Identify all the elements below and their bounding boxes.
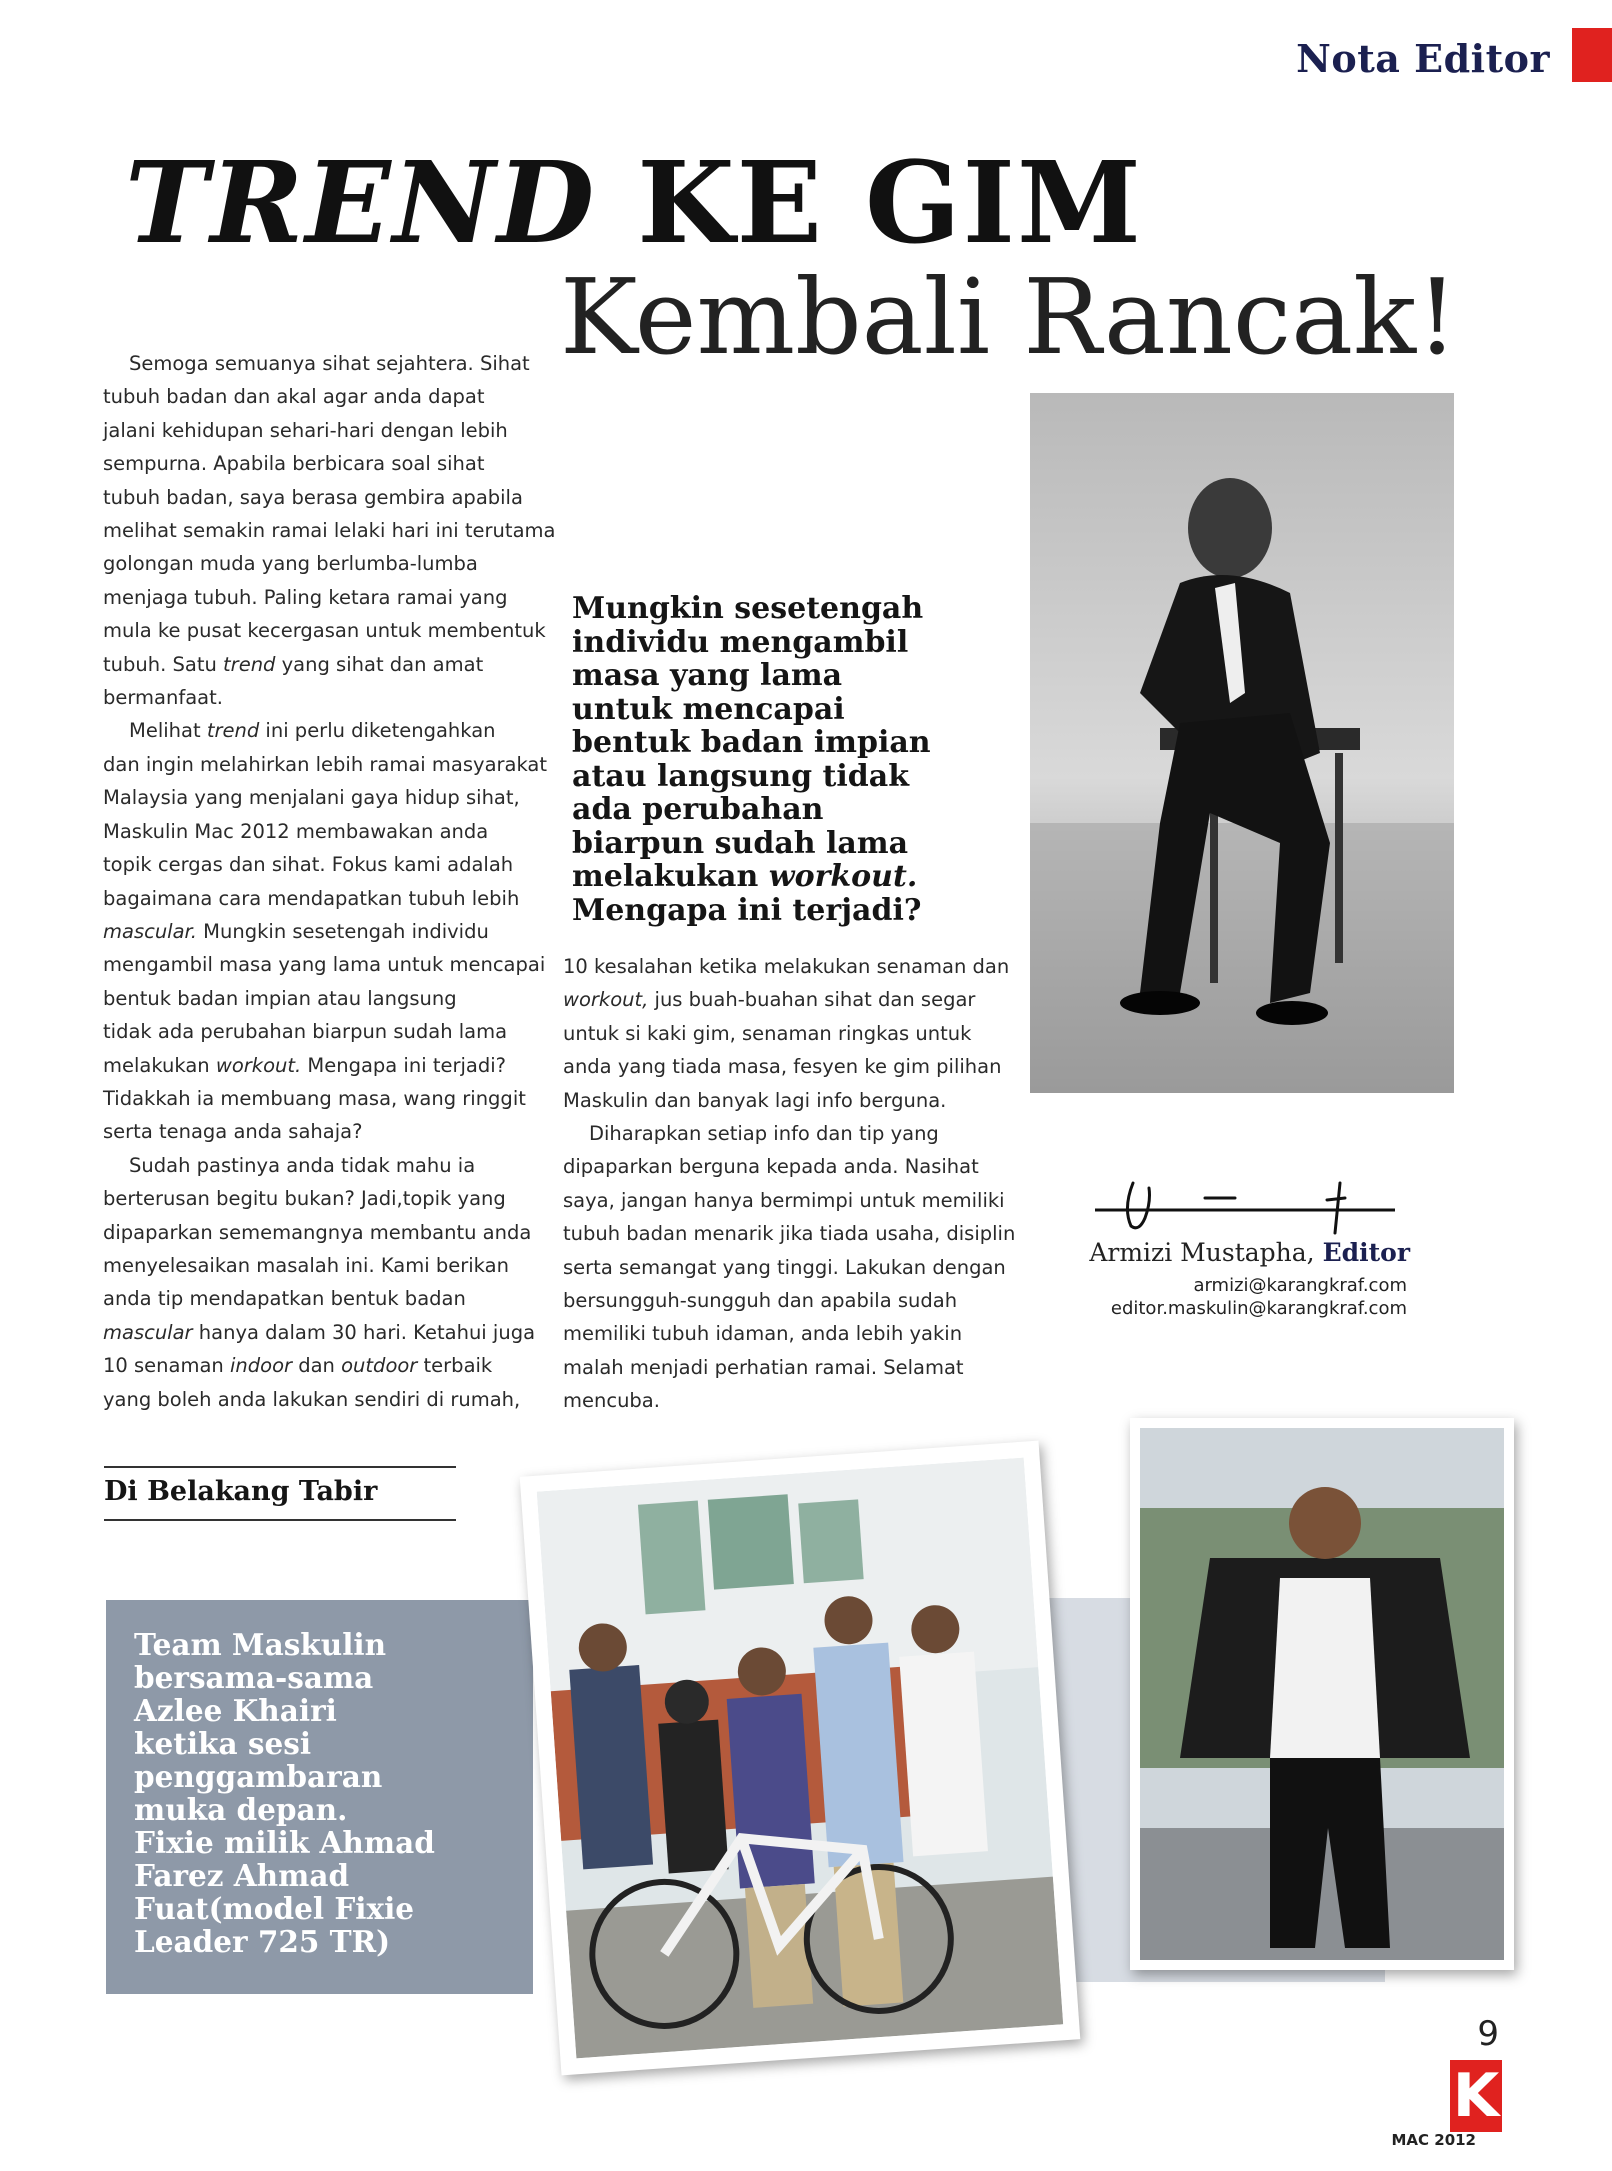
text-segment: 10 senaman: [103, 1354, 230, 1378]
text-line: anda tip mendapatkan bentuk badan: [103, 1287, 466, 1311]
emphasis-word: indoor: [229, 1354, 293, 1378]
article-column-2: [563, 950, 1016, 1418]
text-line: [103, 1316, 543, 1349]
team-photo: [520, 1441, 1081, 2076]
text-line: dipaparkan sememangnya membantu anda: [103, 1220, 532, 1244]
text-line: [103, 714, 543, 747]
text-line: [103, 915, 543, 948]
pull-quote-line: [572, 860, 1012, 894]
text-line: bermanfaat.: [103, 686, 223, 710]
text-line: malah menjadi perhatian ramai. Selamat: [563, 1355, 964, 1379]
text-line: anda yang tiada masa, fesyen ke gim pilihan: [563, 1055, 1002, 1079]
editor-name: Armizi Mustapha,: [1089, 1238, 1315, 1267]
emphasis-word: workout,: [563, 988, 649, 1012]
editor-role: Editor: [1322, 1238, 1410, 1267]
caption-line: ketika sesi: [134, 1726, 312, 1761]
divider-bottom: [104, 1519, 456, 1521]
text-segment: Mungkin sesetengah individu: [196, 919, 489, 943]
text-line: menyelesaikan masalah ini. Kami berikan: [103, 1253, 509, 1277]
text-line: saya, jangan hanya bermimpi untuk memiliki: [563, 1188, 1005, 1212]
emphasis-word: workout.: [768, 859, 918, 894]
text-segment: melakukan: [572, 859, 769, 894]
editor-photo: [1030, 393, 1454, 1093]
emphasis-word: trend: [223, 652, 276, 676]
text-line: 10 kesalahan ketika melakukan senaman dan: [563, 955, 1010, 978]
text-segment: terbaik: [417, 1354, 493, 1378]
text-line: golongan muda yang berlumba-lumba: [103, 552, 478, 576]
text-line: menjaga tubuh. Paling ketara ramai yang: [103, 585, 508, 609]
text-line: mencuba.: [563, 1389, 660, 1413]
text-segment: ini perlu diketengahkan: [259, 719, 496, 743]
caption-line: Leader 725 TR): [134, 1924, 391, 1959]
brand-logo: K: [1450, 2060, 1502, 2132]
pull-quote-line: bentuk badan impian: [572, 725, 931, 760]
article-column-1: [103, 347, 556, 1416]
text-line: mula ke pusat kecergasan untuk membentuk: [103, 619, 546, 643]
caption-line: bersama-sama: [134, 1660, 374, 1695]
text-line: Malaysia yang menjalani gaya hidup sihat,: [103, 786, 520, 810]
pull-quote-line: ada perubahan: [572, 792, 824, 827]
pull-quote-line: atau langsung tidak: [572, 758, 910, 794]
pull-quote-line: Mungkin sesetengah: [572, 591, 924, 626]
emphasis-word: mascular.: [103, 919, 197, 943]
text-segment: dan: [292, 1354, 342, 1378]
pull-quote-line: masa yang lama: [572, 658, 843, 693]
section-marker: [1572, 28, 1612, 82]
caption-line: Fuat(model Fixie: [134, 1891, 415, 1926]
text-segment: yang sihat dan amat: [275, 652, 484, 676]
text-segment: jus buah-buahan sihat dan segar: [648, 988, 976, 1012]
pull-quote-line: biarpun sudah lama: [572, 825, 909, 861]
issue-date: MAC 2012: [1391, 2131, 1476, 2149]
pull-quote-line: Mengapa ini terjadi?: [572, 892, 922, 928]
headline-word-ke-gim: KE GIM: [637, 138, 1144, 269]
text-segment: Melihat: [129, 719, 207, 743]
text-line: Maskulin Mac 2012 membawakan anda: [103, 819, 489, 843]
text-line: Semoga semuanya sihat sejahtera. Sihat: [129, 352, 530, 375]
emphasis-word: outdoor: [341, 1354, 418, 1378]
editorial-email: editor.maskulin@karangkraf.com: [1110, 1298, 1407, 1319]
caption-line: muka depan.: [134, 1792, 348, 1827]
text-line: [103, 1049, 543, 1082]
pull-quote-line: individu mengambil: [572, 624, 909, 660]
text-line: mengambil masa yang lama untuk mencapai: [103, 953, 546, 977]
caption-line: Azlee Khairi: [134, 1693, 337, 1728]
text-line: untuk si kaki gim, senaman ringkas untuk: [563, 1021, 972, 1045]
text-line: yang boleh anda lakukan sendiri di rumah,: [103, 1387, 521, 1411]
text-line: serta tenaga anda sahaja?: [103, 1120, 363, 1144]
editor-name-line: [1089, 1238, 1410, 1267]
caption-line: Team Maskulin: [134, 1627, 387, 1662]
text-line: memiliki tubuh idaman, anda lebih yakin: [563, 1322, 963, 1346]
headline-sub: Kembali Rancak!: [560, 256, 1458, 378]
text-line: Diharapkan setiap info dan tip yang: [589, 1122, 939, 1146]
section-label: Nota Editor: [1296, 36, 1550, 81]
caption-line: penggambaran: [134, 1759, 383, 1794]
photo-caption: [134, 1628, 514, 1958]
text-line: tubuh badan, saya berasa gembira apabila: [103, 485, 523, 509]
emphasis-word: workout.: [215, 1053, 302, 1077]
text-line: sempurna. Apabila berbicara soal sihat: [103, 452, 485, 476]
emphasis-word: mascular: [103, 1320, 193, 1344]
text-line: [563, 983, 1003, 1016]
text-line: melihat semakin ramai lelaki hari ini terutama: [103, 519, 556, 543]
text-line: Tidakkah ia membuang masa, wang ringgit: [103, 1086, 526, 1110]
text-line: topik cergas dan sihat. Fokus kami adalah: [103, 853, 514, 877]
headline-word-trend: TREND: [125, 138, 597, 269]
pull-quote-line: untuk mencapai: [572, 691, 845, 727]
text-line: dipaparkan berguna kepada anda. Nasihat: [563, 1155, 979, 1179]
text-line: berterusan begitu bukan? Jadi,topik yang: [103, 1187, 506, 1211]
text-segment: Mengapa ini terjadi?: [301, 1053, 507, 1077]
text-line: [103, 648, 543, 681]
text-line: bersungguh-sungguh dan apabila sudah: [563, 1289, 958, 1313]
caption-line: Farez Ahmad: [134, 1858, 350, 1893]
behind-scenes-label: Di Belakang Tabir: [104, 1476, 378, 1507]
page-number: 9: [1477, 2014, 1499, 2054]
text-line: Sudah pastinya anda tidak mahu ia: [129, 1153, 476, 1177]
editor-signature: [1095, 1178, 1395, 1236]
text-line: tubuh badan dan akal agar anda dapat: [103, 385, 485, 409]
text-line: dan ingin melahirkan lebih ramai masyarakat: [103, 752, 548, 776]
text-segment: melakukan: [103, 1053, 216, 1077]
text-segment: hanya dalam 30 hari. Ketahui juga: [192, 1320, 536, 1344]
cover-model-photo: [1130, 1418, 1514, 1970]
pull-quote: [572, 592, 1012, 927]
text-line: bentuk badan impian atau langsung: [103, 986, 457, 1010]
text-line: tubuh badan menarik jika tiada usaha, disiplin: [563, 1222, 1016, 1246]
text-line: serta semangat yang tinggi. Lakukan dengan: [563, 1255, 1006, 1279]
text-line: bagaimana cara mendapatkan tubuh lebih: [103, 886, 520, 910]
divider-top: [104, 1466, 456, 1468]
emphasis-word: trend: [206, 719, 260, 743]
text-line: jalani kehidupan sehari-hari dengan lebih: [103, 418, 508, 442]
text-segment: tubuh. Satu: [103, 652, 224, 676]
text-line: [103, 1349, 543, 1382]
text-line: Maskulin dan banyak lagi info berguna.: [563, 1088, 947, 1112]
editor-email: armizi@karangkraf.com: [1193, 1275, 1407, 1296]
caption-line: Fixie milik Ahmad: [134, 1825, 435, 1860]
headline-main: [125, 138, 1144, 269]
text-line: tidak ada perubahan biarpun sudah lama: [103, 1020, 508, 1044]
